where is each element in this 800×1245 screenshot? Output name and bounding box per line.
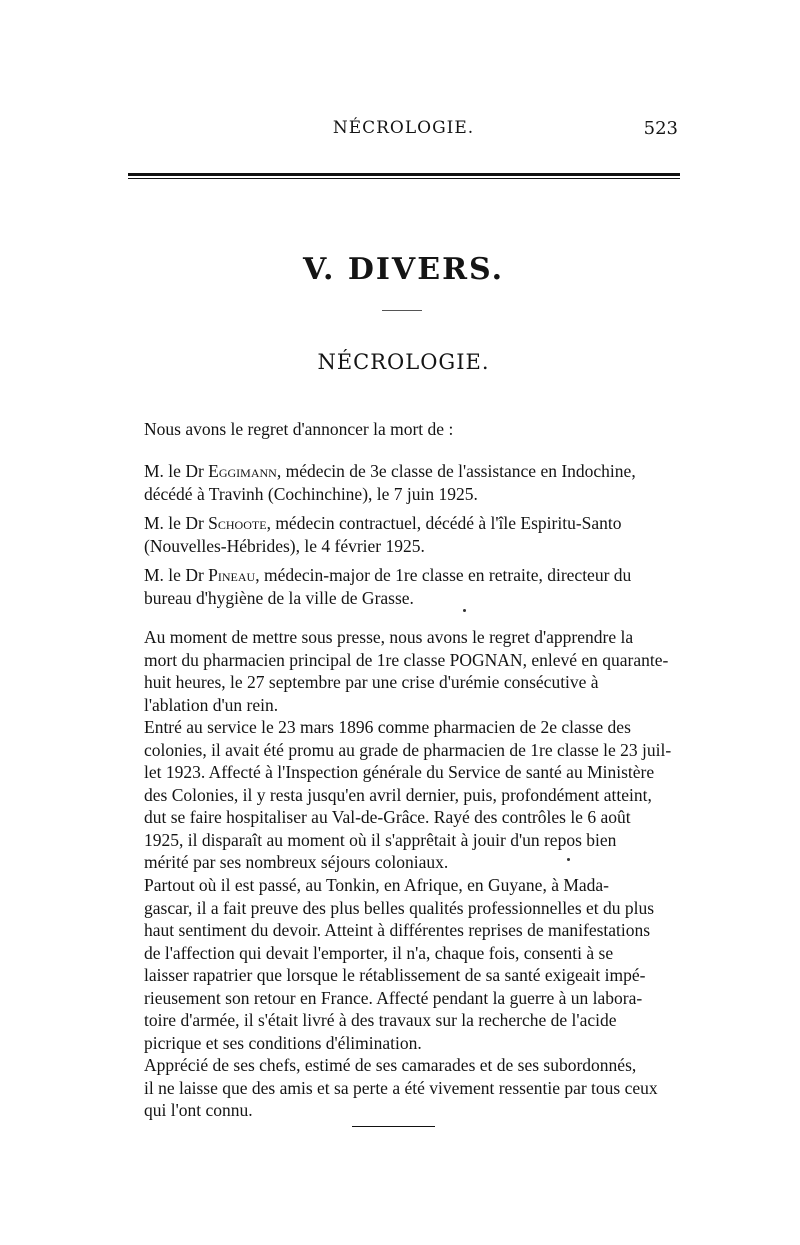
text-line: colonies, il avait été promu au grade de pharmacien de 1re classe le 23 juil- xyxy=(144,739,672,760)
running-head xyxy=(127,118,680,142)
notice-prefix: M. le Dr xyxy=(144,461,204,481)
notice-text: , médecin de 3e classe de l'assistance en Indochine, xyxy=(276,461,636,481)
notice-prefix: M. le Dr xyxy=(144,513,204,533)
text-line: Au moment de mettre sous presse, nous avons le regret d'apprendre la xyxy=(144,627,634,647)
death-notice-1 xyxy=(144,460,682,505)
text-line: qui l'ont connu. xyxy=(144,1100,253,1120)
page-number: 523 xyxy=(643,118,678,139)
text-line: mort du pharmacien principal de 1re classe POGNAN, enlevé en quarante- xyxy=(144,649,669,670)
notice-text: , médecin-major de 1re classe en retraite, directeur du xyxy=(255,565,632,585)
text-line: 1925, il disparaît au moment où il s'apprêtait à jouir d'un repos bien xyxy=(144,829,617,850)
text-line: haut sentiment du devoir. Atteint à différentes reprises de manifestations xyxy=(144,920,651,940)
text-line: des Colonies, il y resta jusqu'en avril dernier, puis, profondément atteint, xyxy=(144,784,652,805)
obituary-paragraph-3 xyxy=(144,874,682,1054)
text-line: Entré au service le 23 mars 1896 comme pharmacien de 2e classe des xyxy=(144,717,631,737)
notice-line xyxy=(144,564,682,587)
text-line: de l'affection qui devait l'emporter, il n'a, chaque fois, consenti à se xyxy=(144,942,614,963)
end-rule xyxy=(352,1126,435,1127)
obituary-paragraph-2 xyxy=(144,716,682,874)
printing-speck xyxy=(567,858,570,861)
deceased-name: Eggimann xyxy=(208,461,277,481)
notice-line: décédé à Travinh (Cochinchine), le 7 juin 1925. xyxy=(144,483,478,504)
text-line: gascar, il a fait preuve des plus belles qualités professionnelles et du plus xyxy=(144,897,655,918)
notice-line: bureau d'hygiène de la ville de Grasse. xyxy=(144,587,414,608)
death-notice-3 xyxy=(144,564,682,609)
intro-text xyxy=(144,418,682,441)
text-line: il ne laisse que des amis et sa perte a été vivement ressentie par tous ceux xyxy=(144,1077,658,1098)
section-title: V. DIVERS. xyxy=(302,252,505,287)
death-notice-2 xyxy=(144,512,682,557)
notice-line xyxy=(144,460,682,483)
text-line: dut se faire hospitaliser au Val-de-Grâce. Rayé des contrôles le 6 août xyxy=(144,807,631,827)
text-line: huit heures, le 27 septembre par une crise d'urémie consécutive à xyxy=(144,672,599,692)
intro-line: Nous avons le regret d'annoncer la mort de : xyxy=(144,419,454,439)
text-line: laisser rapatrier que lorsque le rétablissement de sa santé exigeait impé- xyxy=(144,965,646,985)
text-line: picrique et ses conditions d'élimination. xyxy=(144,1032,422,1053)
deceased-name: Schoote xyxy=(208,513,267,533)
text-line: Partout où il est passé, au Tonkin, en Afrique, en Guyane, à Mada- xyxy=(144,875,610,895)
text-line: Apprécié de ses chefs, estimé de ses camarades et de ses subordonnés, xyxy=(144,1055,637,1075)
obituary-paragraph-4 xyxy=(144,1054,682,1122)
text-line: toire d'armée, il s'était livré à des travaux sur la recherche de l'acide xyxy=(144,1010,617,1030)
text-line: l'ablation d'un rein. xyxy=(144,694,279,715)
printing-speck xyxy=(463,609,466,612)
subtitle: NÉCROLOGIE. xyxy=(317,350,490,374)
notice-line: (Nouvelles-Hébrides), le 4 février 1925. xyxy=(144,535,425,556)
obituary-paragraph-1 xyxy=(144,626,682,716)
running-head-title: NÉCROLOGIE. xyxy=(332,118,475,138)
text-line: let 1923. Affecté à l'Inspection générale du Service de santé au Ministère xyxy=(144,762,655,782)
deceased-name: Pineau xyxy=(208,565,256,585)
notice-text: , médecin contractuel, décédé à l'île Espiritu-Santo xyxy=(266,513,622,533)
header-double-rule xyxy=(128,173,680,179)
notice-prefix: M. le Dr xyxy=(144,565,204,585)
text-line: mérité par ses nombreux séjours coloniaux. xyxy=(144,852,449,872)
text-line: rieusement son retour en France. Affecté pendant la guerre à un labora- xyxy=(144,987,643,1008)
notice-line xyxy=(144,512,682,535)
ornament-rule xyxy=(382,310,422,311)
